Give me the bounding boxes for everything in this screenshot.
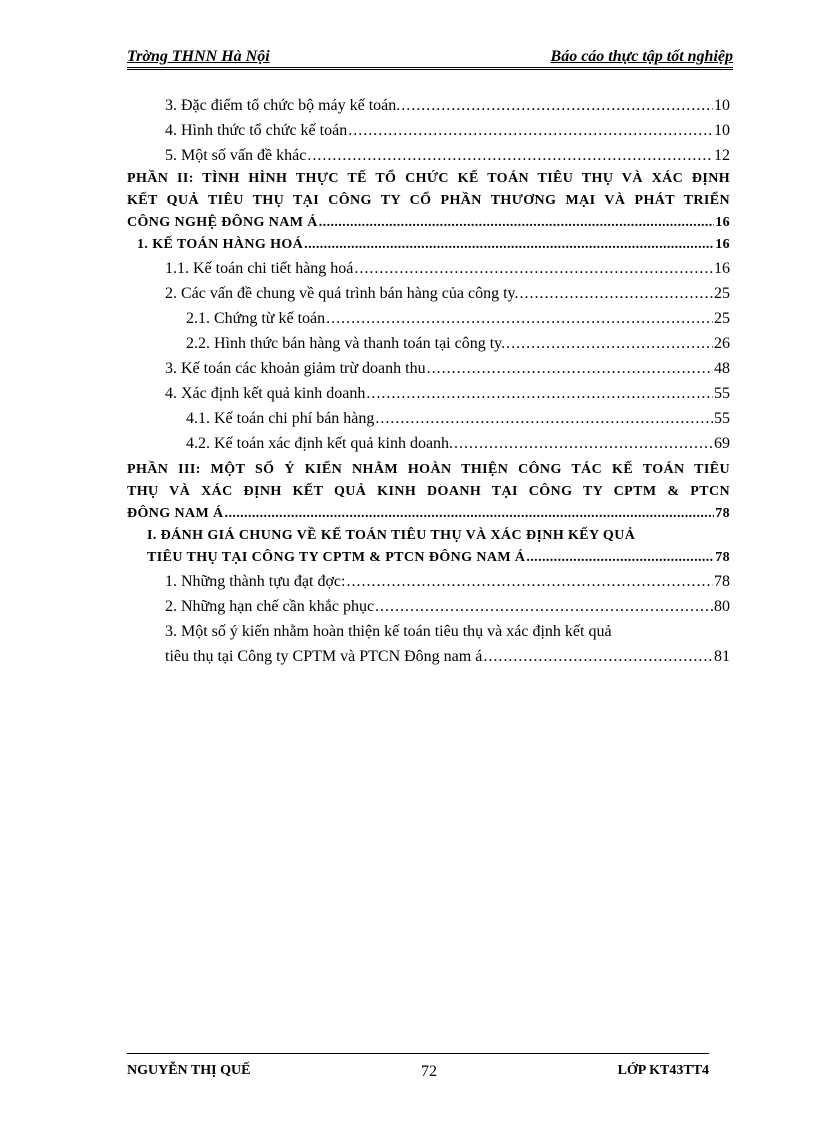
toc-entry-page: 55 [714, 410, 730, 427]
table-of-contents [127, 93, 730, 669]
part-heading-line: PHẦN II: TÌNH HÌNH THỰC TẾ TỔ CHỨC KẾ TOÁN TIÊU THỤ VÀ XÁC ĐỊNH [127, 171, 730, 186]
toc-entry-page: 12 [714, 147, 730, 164]
toc-entry-title: 4. Xác định kết quả kinh doanh [165, 385, 366, 402]
toc-entry-title: 3. Một số ý kiến nhằm hoàn thiện kế toán tiêu thụ và xác định kết quả [165, 623, 612, 640]
toc-entry-title: 3. Kế toán các khoản giảm trừ doanh thu [165, 360, 426, 377]
header-school: Trờng THNN Hà Nội [127, 48, 270, 65]
toc-entry-title: 4.1. Kế toán chi phí bán hàng [186, 410, 375, 427]
part-heading-line: ĐÔNG NAM Á [127, 506, 224, 521]
toc-entry [127, 143, 730, 168]
leader-dots [326, 306, 713, 331]
toc-entry-page: 80 [714, 598, 730, 615]
page-header [127, 48, 733, 68]
toc-entry [127, 619, 730, 669]
footer-page-number: 72 [421, 1063, 437, 1080]
leader-dots [520, 281, 713, 306]
toc-entry-page: 10 [714, 122, 730, 139]
toc-entry [127, 331, 730, 356]
toc-entry [127, 281, 730, 306]
toc-entry-page: 16 [715, 215, 730, 230]
part-heading-line: PHẦN III: MỘT SỐ Ý KIẾN NHẰM HOÀN THIỆN CÔNG TÁC KẾ TOÁN TIÊU [127, 462, 730, 477]
toc-entry [127, 406, 730, 431]
leader-dots [354, 256, 713, 281]
toc-entry-page: 16 [714, 260, 730, 277]
toc-entry-title: 4. Hình thức tổ chức kế toán [165, 122, 348, 139]
toc-entry-page: 78 [715, 506, 730, 521]
leader-dots [483, 644, 713, 669]
leader-dots [375, 594, 713, 619]
toc-entry-title: 1. KẾ TOÁN HÀNG HOÁ [137, 237, 304, 252]
toc-entry-title: 2.2. Hình thức bán hàng và thanh toán tại công ty. [186, 335, 506, 352]
toc-entry-title: tiêu thụ tại Công ty CPTM và PTCN Đông nam á [165, 648, 483, 665]
leader-dots [454, 431, 713, 456]
leader-dots [506, 331, 713, 356]
toc-entry [127, 256, 730, 281]
toc-entry-page: 25 [714, 285, 730, 302]
leader-dots [225, 503, 715, 525]
toc-entry-page: 48 [714, 360, 730, 377]
leader-dots [366, 381, 713, 406]
toc-entry [127, 306, 730, 331]
part-heading-line: THỤ VÀ XÁC ĐỊNH KẾT QUẢ KINH DOANH TẠI CÔNG TY CPTM & PTCN [127, 484, 730, 499]
toc-entry-title: 2.1. Chứng từ kế toán [186, 310, 326, 327]
footer-author: NGUYỄN THỊ QUẾ [127, 1063, 251, 1078]
header-rule [127, 67, 733, 70]
toc-part-heading [127, 459, 730, 525]
toc-section-heading [127, 234, 730, 256]
toc-part-heading [127, 168, 730, 234]
leader-dots [401, 93, 713, 118]
toc-entry-page: 16 [715, 237, 730, 252]
leader-dots [307, 143, 713, 168]
toc-entry-title: 5. Một số vấn đề khác [165, 147, 307, 164]
part-heading-line: TIÊU THỤ TẠI CÔNG TY CPTM & PTCN ĐÔNG NAM Á [147, 550, 526, 565]
toc-entry [127, 93, 730, 118]
header-report-title: Báo cáo thực tập tốt nghiệp [550, 48, 733, 65]
toc-entry [127, 118, 730, 143]
toc-entry-page: 26 [714, 335, 730, 352]
toc-entry-title: 4.2. Kế toán xác định kết quả kinh doanh. [186, 435, 454, 452]
part-heading-line: KẾT QUẢ TIÊU THỤ TẠI CÔNG TY CỔ PHẦN THƯƠNG MẠI VÀ PHÁT TRIỂN [127, 193, 730, 208]
part-heading-line: CÔNG NGHỆ ĐÔNG NAM Á [127, 215, 318, 230]
toc-entry [127, 431, 730, 456]
leader-dots [526, 547, 714, 569]
page-footer [127, 1053, 709, 1083]
leader-dots [427, 356, 713, 381]
toc-entry [127, 594, 730, 619]
leader-dots [319, 212, 714, 234]
toc-entry-title: 2. Những hạn chế cần khắc phục [165, 598, 375, 615]
toc-entry-title: 1.1. Kế toán chi tiết hàng hoá [165, 260, 354, 277]
part-heading-line: I. ĐÁNH GIÁ CHUNG VỀ KẾ TOÁN TIÊU THỤ VÀ XÁC ĐỊNH KẾY QUẢ [147, 528, 636, 543]
toc-entry-page: 55 [714, 385, 730, 402]
leader-dots [348, 118, 713, 143]
leader-dots [346, 569, 713, 594]
toc-entry-page: 25 [714, 310, 730, 327]
toc-entry-page: 78 [714, 573, 730, 590]
toc-entry-title: 1. Những thành tựu đạt đợc: [165, 573, 346, 590]
footer-class: LỚP KT43TT4 [617, 1063, 709, 1078]
toc-entry [127, 569, 730, 594]
toc-entry-title: 2. Các vấn đề chung về quá trình bán hàng của công ty. [165, 285, 519, 302]
leader-dots [304, 234, 714, 256]
toc-entry-page: 81 [714, 648, 730, 665]
leader-dots [375, 406, 713, 431]
footer-rule [127, 1053, 709, 1054]
toc-entry-page: 69 [714, 435, 730, 452]
toc-entry-page: 10 [714, 97, 730, 114]
toc-entry-page: 78 [715, 550, 730, 565]
toc-section-heading [127, 525, 730, 569]
toc-entry [127, 356, 730, 381]
toc-entry [127, 381, 730, 406]
toc-entry-title: 3. Đặc điểm tổ chức bộ máy kế toán. [165, 97, 401, 114]
